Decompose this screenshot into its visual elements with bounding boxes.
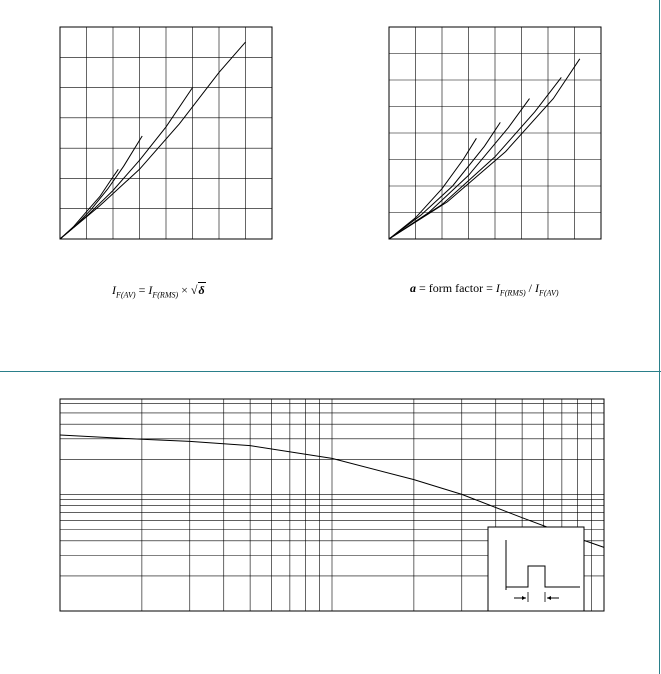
formula-num-sub: F(RMS) — [499, 288, 526, 298]
formula-slash: / — [528, 281, 532, 295]
chart2-series-5 — [389, 59, 580, 239]
formula-rhs-symbol: I — [148, 283, 153, 297]
formula-lhs-symbol: I — [112, 283, 116, 297]
formula-equals: = — [138, 283, 146, 297]
formula-den-symbol: I — [534, 281, 539, 295]
formula-radicand — [198, 282, 206, 298]
chart1-series-3 — [60, 88, 193, 239]
formula-form-factor-text: = form factor = — [419, 281, 493, 295]
chart1-series-1 — [60, 169, 118, 239]
formula-rhs-sub: F(RMS) — [152, 290, 179, 300]
formula-lhs-sub: F(AV) — [116, 290, 136, 300]
formula-a-symbol: a — [410, 281, 416, 295]
chart1-series-2 — [60, 136, 142, 239]
formula-den-sub: F(AV) — [538, 288, 559, 298]
formula-radical: √ — [190, 283, 198, 297]
formula-num-symbol: I — [495, 281, 500, 295]
chart2-series-2 — [389, 122, 500, 239]
formula-delta: δ — [198, 283, 205, 297]
formula-times: × — [181, 283, 188, 297]
pulse-inset-box — [488, 527, 584, 611]
formula-average-current — [112, 282, 206, 299]
chart2-series-3 — [389, 99, 530, 239]
formula-form-factor — [410, 281, 559, 297]
